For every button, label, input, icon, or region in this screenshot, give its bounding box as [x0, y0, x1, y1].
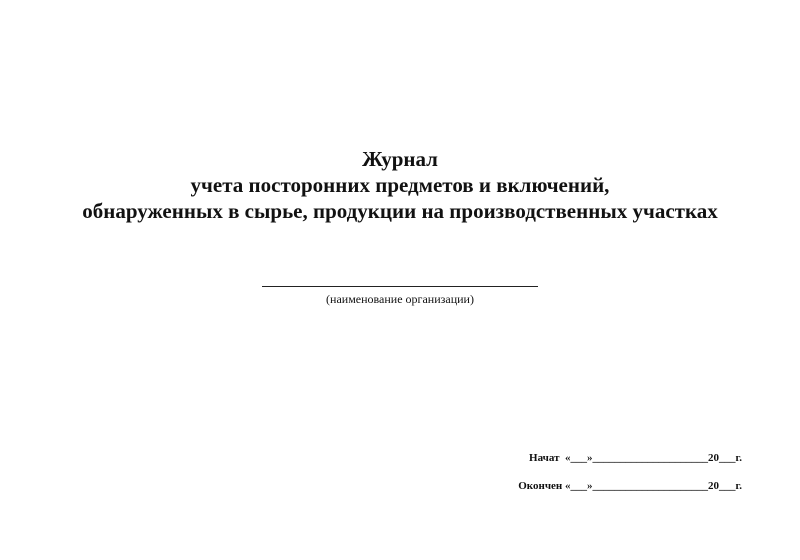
subtitle-line-1: учета посторонних предметов и включений,	[190, 173, 610, 197]
journal-title: Журнал	[362, 147, 438, 171]
ended-date-line: Окончен «___»_____________________20___г.	[518, 480, 742, 492]
organization-underline	[262, 286, 538, 287]
started-date-line: Начат «___»_____________________20___г.	[529, 452, 742, 464]
title-block	[0, 146, 800, 224]
organization-caption: (наименование организации)	[326, 292, 474, 306]
subtitle-line-2: обнаруженных в сырье, продукции на производственных участках	[82, 199, 718, 223]
organization-field	[262, 286, 538, 307]
